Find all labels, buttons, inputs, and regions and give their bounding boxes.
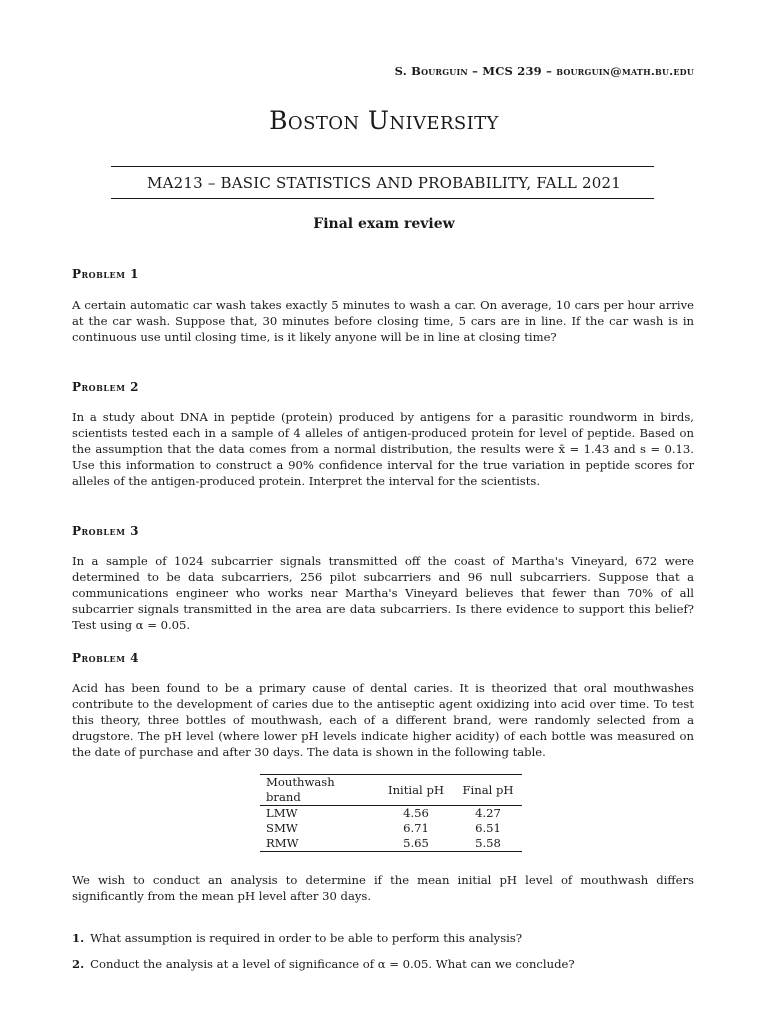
table-header-cell: Final pH [454, 775, 522, 806]
problem-2-text: In a study about DNA in peptide (protein) produced by antigens for a parasitic roundworm in birds, scientists tested each in a sample of 4 alleles of antigen-produced protein for level of peptide. Based on the assumption that the data comes from a normal distribution, the results were x̄ = 1.43 and s = 0.13. Use this information to construct a 90% confidence interval for the true variation in peptide scores for alleles of the antigen-produced protein. Interpret the interval for the scientists. [72, 410, 694, 488]
problem-2-heading: Problem 2 [72, 380, 140, 394]
table-cell: 5.58 [454, 836, 522, 852]
problem-1-text: A certain automatic car wash takes exactly 5 minutes to wash a car. On average, 10 cars per hour arrive at the car wash. Suppose that, 30 minutes before closing time, 5 cars are in line. If the car wash is in continuous use until closing time, is it likely anyone will be in line at closing time? [72, 298, 694, 344]
table-cell: 4.56 [403, 806, 429, 820]
question-item [72, 931, 522, 945]
table-row [260, 836, 522, 852]
question-number: 2. [72, 957, 85, 971]
problem-1-heading: Problem 1 [72, 267, 140, 281]
table-row [260, 806, 522, 822]
table-cell: 5.65 [378, 836, 454, 852]
question-item [72, 957, 575, 971]
table-header-cell: Mouthwash brand [260, 775, 378, 806]
ph-data-table [260, 774, 522, 852]
table-cell: 4.27 [475, 806, 501, 820]
question-text: Conduct the analysis at a level of significance of α = 0.05. What can we conclude? [90, 957, 575, 971]
table-cell: LMW [266, 806, 298, 820]
problem-3-heading: Problem 3 [72, 524, 140, 538]
problem-4-heading: Problem 4 [72, 651, 140, 665]
problem-4-analysis-text: We wish to conduct an analysis to determine if the mean initial pH level of mouthwash differs significantly from the mean pH level after 30 days. [72, 873, 694, 903]
table-header-cell: Initial pH [378, 775, 454, 806]
table-cell: 6.71 [403, 821, 429, 835]
table-cell: RMW [260, 836, 378, 852]
title-rule-top [111, 166, 654, 167]
course-title: MA213 – BASIC STATISTICS AND PROBABILITY, FALL 2021 [147, 174, 621, 192]
problem-3-text: In a sample of 1024 subcarrier signals transmitted off the coast of Martha's Vineyard, 672 were determined to be data subcarriers, 256 pilot subcarriers and 96 null subcarriers. Suppose that a communications engineer who works near Martha's Vineyard believes that fewer than 70% of all subcarrier signals transmitted in the area are data subcarriers. Is there evidence to support this belief? Test using α = 0.05. [72, 554, 694, 632]
title-rule-bottom [111, 198, 654, 199]
problem-4-text: Acid has been found to be a primary cause of dental caries. It is theorized that oral mouthwashes contribute to the development of caries due to the antiseptic agent oxidizing into acid over time. To test this theory, three bottles of mouthwash, each of a different brand, were randomly selected from a drugstore. The pH level (where lower pH levels indicate higher acidity) of each bottle was measured on the date of purchase and after 30 days. The data is shown in the following table. [72, 681, 694, 759]
question-text: What assumption is required in order to be able to perform this analysis? [90, 931, 523, 945]
table-header-row [260, 775, 522, 806]
table-row [260, 821, 522, 836]
document-subtitle: Final exam review [313, 216, 455, 232]
table-cell: SMW [266, 821, 298, 835]
question-number: 1. [72, 931, 85, 945]
author-line: S. Bourguin – MCS 239 – bourguin@math.bu.edu [394, 64, 694, 78]
university-title: Boston University [269, 106, 499, 135]
table-cell: 6.51 [475, 821, 501, 835]
